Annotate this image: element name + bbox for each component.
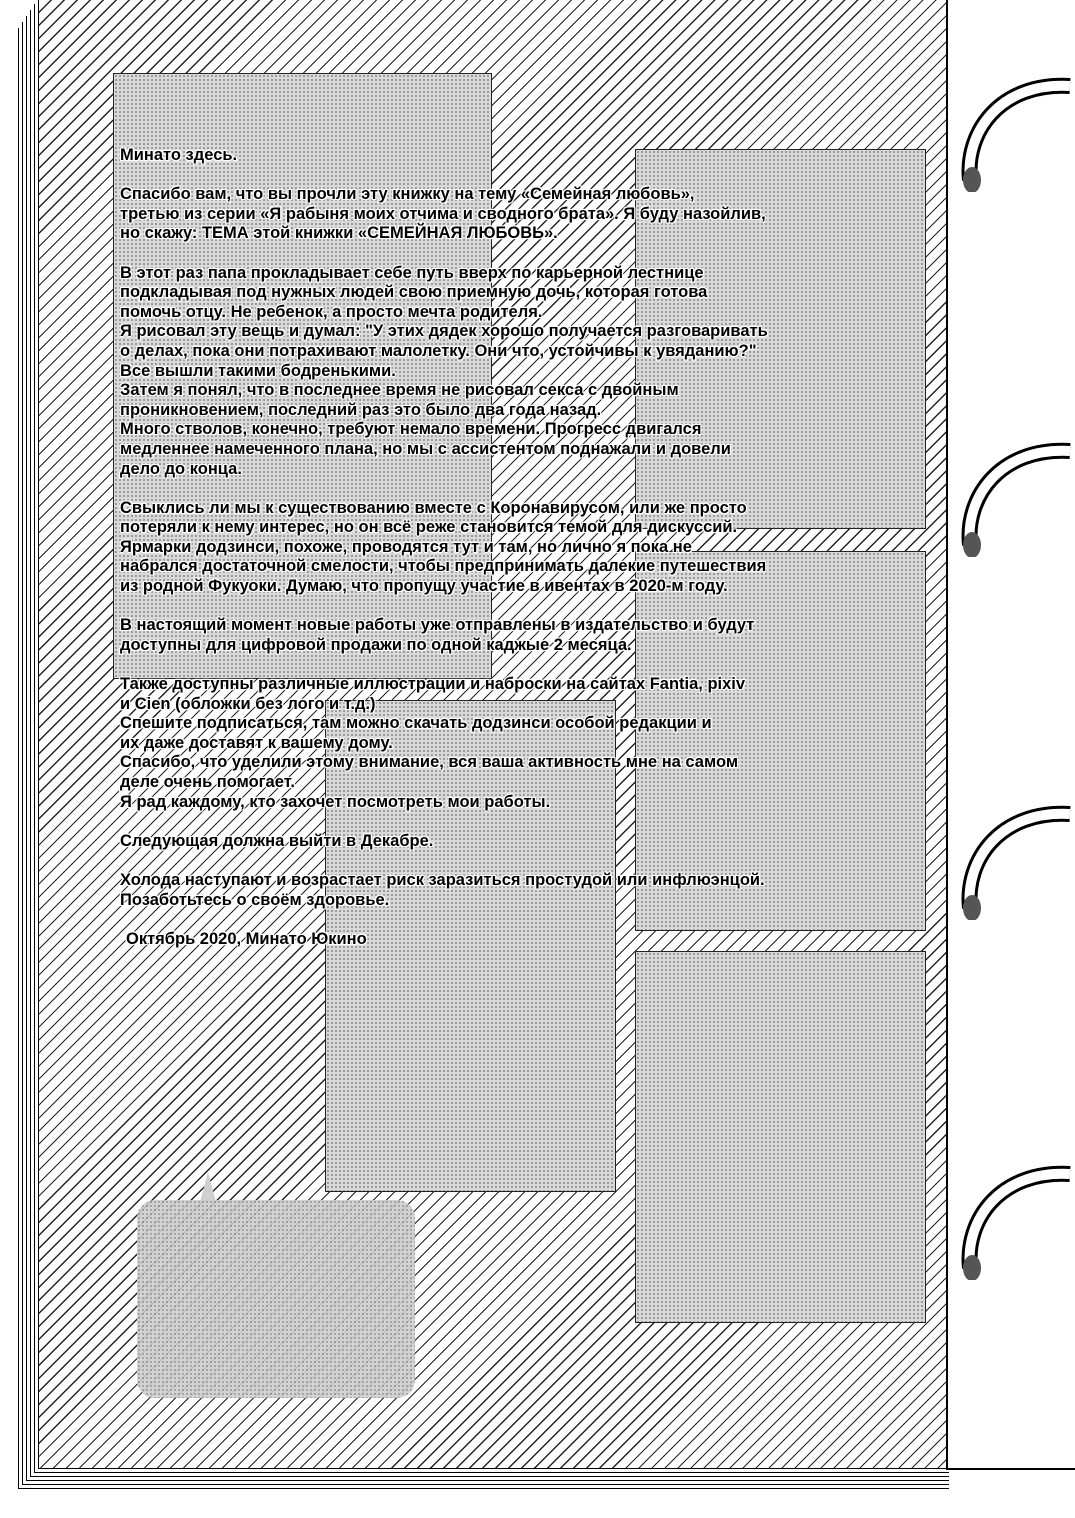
text-line: набрался достаточной смелости, чтобы предпринимать далекие путешествия bbox=[120, 557, 767, 576]
text-line: Свыклись ли мы к существованию вместе с Коронавирусом, или же просто bbox=[120, 498, 747, 517]
afterword-paragraph bbox=[120, 146, 920, 166]
text-line: Холода наступают и возрастает риск заразиться простудой или инфлюэнцой. bbox=[120, 870, 765, 889]
text-line: помочь отцу. Не ребенок, а просто мечта родителя. bbox=[120, 302, 543, 321]
text-line: Я рисовал эту вещь и думал: "У этих дядек хорошо получается разговаривать bbox=[120, 322, 768, 341]
text-line: третью из серии «Я рабыня моих отчима и сводного брата». Я буду назойлив, bbox=[120, 204, 766, 223]
text-line: Спасибо, что уделили этому внимание, вся ваша активность мне на самом bbox=[120, 753, 739, 772]
text-line: но скажу: ТЕМА этой книжки «СЕМЕЙНАЯ ЛЮБОВЬ». bbox=[120, 224, 558, 243]
afterword-paragraph bbox=[120, 264, 920, 480]
text-line: проникновением, последний раз это было два года назад. bbox=[120, 400, 602, 419]
speech-bubble-tail bbox=[200, 1172, 216, 1202]
text-line: В настоящий момент новые работы уже отправлены в издательство и будут bbox=[120, 616, 755, 635]
afterword-paragraph bbox=[120, 616, 920, 655]
text-line: Спешите подписаться, там можно скачать додзинси особой редакции и bbox=[120, 714, 712, 733]
afterword-paragraph bbox=[120, 185, 920, 244]
binder-ring-icon bbox=[960, 72, 1075, 192]
speech-bubble bbox=[137, 1200, 415, 1398]
text-line: медленнее намеченного плана, но мы с ассистентом поднажали и довели bbox=[120, 439, 731, 458]
text-line: В этот раз папа прокладывает себе путь вверх по карьерной лестнице bbox=[120, 263, 704, 282]
afterword-paragraph bbox=[120, 499, 920, 597]
text-line: потеряли к нему интерес, но он всё реже становится темой для дискуссий. bbox=[120, 518, 738, 537]
signature: Октябрь 2020, Минато Юкино bbox=[126, 929, 367, 948]
text-line: доступны для цифровой продажи по одной каджые 2 месяца. bbox=[120, 635, 632, 654]
text-line: Следующая должна выйти в Декабре. bbox=[120, 831, 434, 850]
tone-panel bbox=[635, 951, 926, 1323]
binder-ring-icon bbox=[960, 800, 1075, 920]
text-line: Все вышли такими бодренькими. bbox=[120, 361, 396, 380]
text-line: Я рад каждому, кто захочет посмотреть мои работы. bbox=[120, 792, 551, 811]
binder-ring-icon bbox=[960, 1160, 1075, 1280]
text-line: их даже доставят к вашему дому. bbox=[120, 733, 393, 752]
afterword-paragraph bbox=[120, 832, 920, 852]
afterword-paragraph bbox=[120, 675, 920, 812]
text-line: Много стволов, конечно, требуют немало времени. Прогресс двигался bbox=[120, 420, 702, 439]
text-line: подкладывая под нужных людей свою приемную дочь, которая готова bbox=[120, 283, 708, 302]
text-line: Затем я понял, что в последнее время не рисовал секса с двойным bbox=[120, 381, 679, 400]
right-page-edge bbox=[948, 1468, 1075, 1470]
text-line: из родной Фукуоки. Думаю, что пропущу участие в ивентах в 2020-м году. bbox=[120, 577, 728, 596]
text-line: дело до конца. bbox=[120, 459, 242, 478]
text-line: Также доступны различные иллюстрации и наброски на сайтах Fantia, pixiv bbox=[120, 675, 746, 694]
text-line: о делах, пока они потрахивают малолетку. Они что, устойчивы к увяданию?" bbox=[120, 341, 757, 360]
text-line: Спасибо вам, что вы прочли эту книжку на тему «Семейная любовь», bbox=[120, 185, 695, 204]
text-line: и Cien (обложки без лого и т.д.) bbox=[120, 694, 376, 713]
afterword-paragraph bbox=[120, 871, 920, 910]
text-line: деле очень помогает. bbox=[120, 773, 295, 791]
text-line: Позаботьтесь о своём здоровье. bbox=[120, 890, 390, 909]
text-line: Ярмарки додзинси, похоже, проводятся тут и там, но лично я пока не bbox=[120, 537, 692, 556]
afterword-text bbox=[120, 146, 920, 969]
binder-ring-icon bbox=[960, 437, 1075, 557]
text-line: Минато здесь. bbox=[120, 146, 238, 164]
